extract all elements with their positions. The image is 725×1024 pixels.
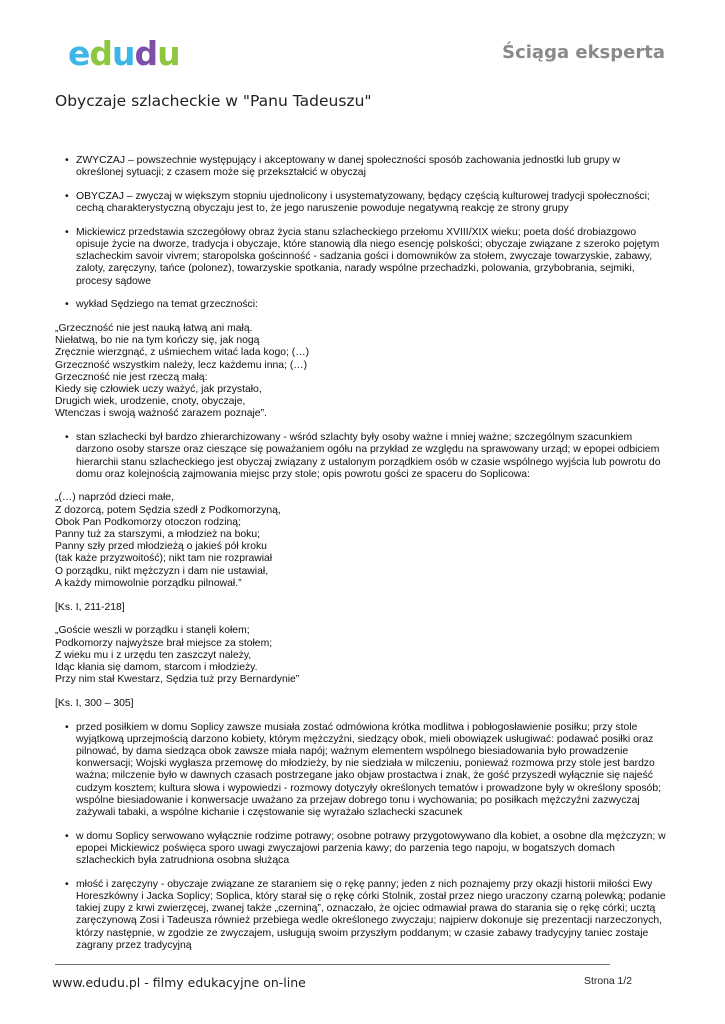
page-title: Obyczaje szlacheckie w "Panu Tadeuszu" <box>55 92 372 110</box>
logo-letter: u <box>112 34 135 73</box>
quote-line: Panny szły przed młodzieżą o jakieś pół kroku <box>55 541 267 553</box>
quote-line: Obok Pan Podkomorzy otoczon rodziną; <box>55 516 241 528</box>
quote-line: Przy nim stał Kwestarz, Sędzia tuż przy Bernardynie” <box>55 674 300 686</box>
quote-line: (tak każe przyzwoitość); nikt tam nie rozprawiał <box>55 553 273 565</box>
document-body <box>55 155 667 963</box>
quote-line: „(…) naprzód dzieci małe, <box>55 492 174 504</box>
quote-line: Z dozorcą, potem Sędzia szedł z Podkomorzyną, <box>55 504 281 516</box>
quote-powrot <box>55 492 667 590</box>
logo-letter: d <box>89 34 113 73</box>
quote-line: Kiedy się człowiek uczy ważyć, jak przystało, <box>55 384 262 396</box>
footer-site-link[interactable]: www.edudu.pl - filmy edukacyjne on-line <box>52 975 306 990</box>
quote-grzecznosc <box>55 323 667 421</box>
reference-2: [Ks. I, 300 – 305] <box>55 697 134 709</box>
quote-line: Zręcznie wierzgnąć, z uśmiechem witać lada kogo; (…) <box>55 347 310 359</box>
quote-line: Grzeczność wszystkim należy, lecz każdemu inna; (…) <box>55 359 308 371</box>
edudu-logo[interactable] <box>68 34 178 78</box>
bullet-obyczaj: • OBYCZAJ – zwyczaj w większym stopniu ujednolicony i usystematyzowany, będący częścią kulturowej tradycji społeczności; cechą charakterystyczną obyczaju jest to, że jego naruszenie powoduje negatywną reakcję ze strony grupy <box>55 191 667 215</box>
quote-line: Niełatwą, bo nie na tym kończy się, jak nogą <box>55 335 260 347</box>
quote-line: O porządku, nikt mężczyzn i dam nie ustawiał, <box>55 565 269 577</box>
quote-line: Panny tuż za starszymi, a młodzież na boku; <box>55 529 261 541</box>
logo-letter: e <box>68 34 90 73</box>
bullet-zareczyny: • młość i zaręczyny - obyczaje związane ze staraniem się o rękę panny; jeden z nich poznajemy przy okazji historii miłości Ewy Horeszkówny i Jacka Soplicy; Soplica, który starał się o rękę córki Stolnik, został przez niego uraczony czarną polewką; podanie takiej zupy z krwi zwierzęcej, zwanej także „czerniną”, oznaczało, że ojciec odmawiał prawa do starania się o rękę córki; ucztą zaręczynową Zosi i Tadeusza również przebiega wedle określonego zwyczaju; najpierw dokonuje się prezentacji narzeczonych, którzy następnie, w zgodzie ze zwyczajem, usługują swoim przyszłym poddanym; w czasie zabawy tradycyjny taniec zostaje zagrany przez tradycyjną <box>55 879 667 952</box>
quote-line: Wtenczas i swoją ważność zarazem poznaje”. <box>55 408 267 420</box>
quote-goscie <box>55 625 667 686</box>
quote-line: „Goście weszli w porządku i stanęli kołem; <box>55 625 250 637</box>
bullet-hierarchia: • stan szlachecki był bardzo zhierarchizowany - wśród szlachty były osoby ważne i mniej ważne; szczególnym szacunkiem darzono osoby starsze oraz cieszące się poważaniem ogółu na przykład ze względu na sprawowany urząd; w epopei odbiciem hierarchii stanu szlacheckiego jest obyczaj związany z ustalonym porządkiem osób w czasie wspólnego wyjścia lub powrotu do domu oraz kolejnością zajmowania miejsc przy stole; opis powrotu gości ze spaceru do Soplicowa: <box>55 432 667 481</box>
bullet-posilek: • przed posiłkiem w domu Soplicy zawsze musiała zostać odmówiona krótka modlitwa i pobłogosławienie posiłku; przy stole wyjątkową uprzejmością darzono kobiety, którym mężczyźni, siedzący obok, mieli obowiązek usługiwać: podawać posiłki oraz pilnować, by dama siedząca obok zawsze miała napój; ważnym elementem wspólnego biesiadowania było prowadzenie konwersacji; Wojski wygłasza przemowę do młodzieży, by nie siedziała w milczeniu, ponieważ rozmowa przy stole jest bardzo ważna; milczenie było w dawnych czasach postrzegane jako objaw prostactwa i znak, że gość przyszedł wyłącznie się najeść cudzym kosztem; kultura słowa i wypowiedzi - rozmowy dotyczyły określonych tematów i prowadzone były w określony sposób; wspólne biesiadowanie i konwersacje uważano za przejaw dobrego tonu i wychowania; po posiłkach mężczyźni zazwyczaj zażywali tabaki, a wspólne kichanie i częstowanie się wyrażało szlachecki szacunek <box>55 722 667 820</box>
logo-text <box>68 34 178 74</box>
quote-line: Z wieku mu i z urzędu ten zaszczyt należy, <box>55 649 252 661</box>
quote-line: Podkomorzy najwyższe brał miejsce za stołem; <box>55 637 273 649</box>
quote-line: Drugich wiek, urodzenie, cnoty, obyczaje, <box>55 396 246 408</box>
quote-line: „Grzeczność nie jest nauką łatwą ani małą. <box>55 323 253 335</box>
page-number: Strona 1/2 <box>584 976 632 987</box>
reference-1: [Ks. I, 211-218] <box>55 601 125 613</box>
quote-line: Idąc kłania się damom, starcom i młodzieży. <box>55 661 258 673</box>
footer-divider <box>55 964 610 965</box>
header-tagline: Ściąga eksperta <box>502 42 665 63</box>
bullet-mickiewicz: • Mickiewicz przedstawia szczegółowy obraz życia stanu szlacheckiego przełomu XVIII/XIX wieku; poeta dość drobiazgowo opisuje życie na dworze, tradycja i obyczaje, które stanowią dla niego esencję polskości; obyczaje związane z szeroko pojętym szlacheckim savoir vivrem; staropolska gościnność - sadzania gości i domowników za stołem, zwyczaje towarzyskie, zabawy, zaloty, zaręczyny, tańce (polonez), towarzyskie spotkania, narady wspólne przechadzki, polowania, grzybobrania, sejmiki, procesy sądowe <box>55 227 667 288</box>
logo-letter: u <box>157 34 180 73</box>
bullet-wyklad: • wykład Sędziego na temat grzeczności: <box>55 299 667 311</box>
logo-letter: d <box>134 34 158 73</box>
quote-line: Grzeczność nie jest rzeczą małą: <box>55 371 208 383</box>
bullet-potrawy: • w domu Soplicy serwowano wyłącznie rodzime potrawy; osobne potrawy przygotowywano dla kobiet, a osobne dla mężczyzn; w epopei Mickiewicz poświęca sporo uwagi zwyczajowi parzenia kawy; do parzenia tego napoju, w bogatszych domach szlacheckich była zatrudniona osobna służąca <box>55 831 667 868</box>
quote-line: A każdy mimowolnie porządku pilnował.” <box>55 577 242 589</box>
bullet-zwyczaj: • ZWYCZAJ – powszechnie występujący i akceptowany w danej społeczności sposób zachowania jednostki lub grupy w określonej sytuacji; z czasem może się przekształcić w obyczaj <box>55 155 667 179</box>
